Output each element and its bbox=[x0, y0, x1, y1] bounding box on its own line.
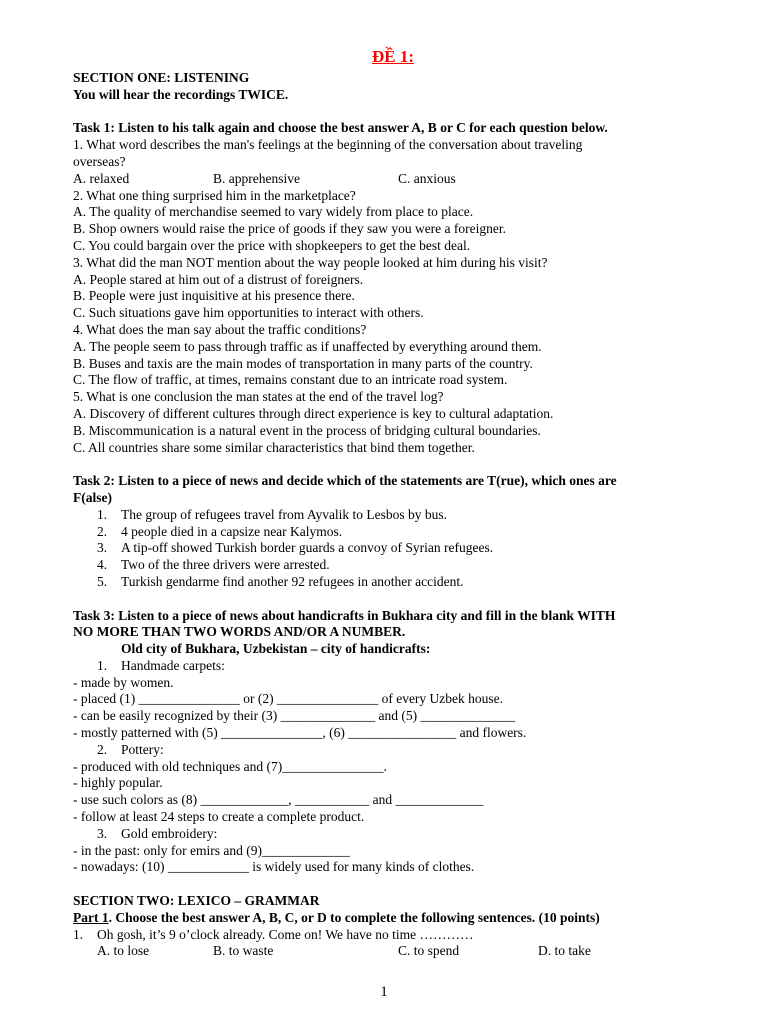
fill-line: - mostly patterned with (5) _______________, (6) ________________ and flowers. bbox=[73, 725, 527, 741]
task2-heading-line2: F(alse) bbox=[73, 489, 112, 505]
task1-q4-c: C. The flow of traffic, at times, remains constant due to an intricate road system. bbox=[73, 372, 508, 388]
task1-q3: 3. What did the man NOT mention about the way people looked at him during his visit? bbox=[73, 254, 548, 270]
part1-q1: 1. Oh gosh, it’s 9 o’clock already. Come on! We have no time ………… bbox=[73, 926, 474, 942]
task1-q2-a: A. The quality of merchandise seemed to vary widely from place to place. bbox=[73, 204, 474, 220]
part1-q1-options bbox=[73, 943, 713, 960]
section-two-heading: SECTION TWO: LEXICO – GRAMMAR bbox=[73, 893, 320, 909]
task1-heading: Task 1: Listen to his talk again and choose the best answer A, B or C for each question below. bbox=[73, 120, 608, 136]
option-a: A. relaxed bbox=[73, 170, 130, 186]
task1-q3-b: B. People were just inquisitive at his presence there. bbox=[73, 288, 355, 304]
page-number: 1 bbox=[380, 984, 388, 1000]
task3-heading-line2: NO MORE THAN TWO WORDS AND/OR A NUMBER. bbox=[73, 624, 406, 640]
task1-q4-b: B. Buses and taxis are the main modes of transportation in many parts of the country. bbox=[73, 355, 533, 371]
fill-line: - produced with old techniques and (7)_______________. bbox=[73, 758, 387, 774]
task1-q5: 5. What is one conclusion the man states at the end of the travel log? bbox=[73, 389, 444, 405]
document-page bbox=[73, 44, 713, 960]
task1-q4-a: A. The people seem to pass through traffic as if unaffected by everything around them. bbox=[73, 338, 542, 354]
task1-q3-a: A. People stared at him out of a distrust of foreigners. bbox=[73, 271, 364, 287]
list-item: 4. Two of the three drivers were arrested. bbox=[97, 557, 330, 573]
fill-line: - can be easily recognized by their (3) ______________ and (5) ______________ bbox=[73, 708, 516, 724]
part1-label: Part 1 bbox=[73, 909, 109, 925]
task1-q1-options bbox=[73, 171, 713, 188]
section-one-heading: SECTION ONE: LISTENING bbox=[73, 70, 250, 85]
task1-q2: 2. What one thing surprised him in the marketplace? bbox=[73, 187, 356, 203]
fill-line: - highly popular. bbox=[73, 775, 163, 791]
task1-q5-a: A. Discovery of different cultures through direct experience is key to cultural adaptation. bbox=[73, 405, 554, 421]
option-b: B. apprehensive bbox=[213, 170, 300, 186]
task1-q3-c: C. Such situations gave him opportunities to interact with others. bbox=[73, 305, 424, 321]
task1-q1-line1: 1. What word describes the man's feelings at the beginning of the conversation about traveling bbox=[73, 137, 583, 153]
list-item: 3. A tip-off showed Turkish border guards a convoy of Syrian refugees. bbox=[97, 540, 494, 556]
option-a: A. to lose bbox=[97, 943, 150, 959]
option-c: C. to spend bbox=[398, 943, 460, 959]
part1-instructions: . Choose the best answer A, B, C, or D to complete the following sentences. (10 points) bbox=[108, 909, 600, 925]
part1-heading bbox=[73, 910, 713, 927]
task1-q2-b: B. Shop owners would raise the price of goods if they saw you were a foreigner. bbox=[73, 221, 507, 237]
section-one-note: You will hear the recordings TWICE. bbox=[73, 86, 289, 102]
fill-line: - made by women. bbox=[73, 674, 174, 690]
list-item: 1. Handmade carpets: bbox=[97, 657, 225, 673]
fill-line: - in the past: only for emirs and (9)_____________ bbox=[73, 842, 350, 858]
fill-line: - nowadays: (10) ____________ is widely used for many kinds of clothes. bbox=[73, 859, 475, 875]
task1-q5-c: C. All countries share some similar characteristics that bind them together. bbox=[73, 439, 475, 455]
task1-q4: 4. What does the man say about the traffic conditions? bbox=[73, 321, 367, 337]
fill-line: - follow at least 24 steps to create a complete product. bbox=[73, 809, 365, 825]
list-item: 1. The group of refugees travel from Ayvalik to Lesbos by bus. bbox=[97, 506, 448, 522]
option-d: D. to take bbox=[538, 943, 591, 959]
option-b: B. to waste bbox=[213, 943, 274, 959]
task1-q5-b: B. Miscommunication is a natural event in the process of bridging cultural boundaries. bbox=[73, 422, 541, 438]
task1-q2-c: C. You could bargain over the price with shopkeepers to get the best deal. bbox=[73, 237, 471, 253]
task1-q1-line2: overseas? bbox=[73, 153, 126, 169]
task2-heading-line1: Task 2: Listen to a piece of news and decide which of the statements are T(rue), which ones are bbox=[73, 473, 617, 489]
task3-subtitle: Old city of Bukhara, Uzbekistan – city of handicrafts: bbox=[121, 641, 431, 657]
fill-line: - placed (1) _______________ or (2) _______________ of every Uzbek house. bbox=[73, 691, 504, 707]
list-item: 2. 4 people died in a capsize near Kalymos. bbox=[97, 523, 343, 539]
option-c: C. anxious bbox=[398, 170, 456, 186]
list-item: 3. Gold embroidery: bbox=[97, 825, 218, 841]
exam-title: ĐỀ 1: bbox=[371, 47, 415, 66]
list-item: 5. Turkish gendarme find another 92 refugees in another accident. bbox=[97, 573, 464, 589]
task3-heading-line1: Task 3: Listen to a piece of news about handicrafts in Bukhara city and fill in the blank WITH bbox=[73, 607, 616, 623]
fill-line: - use such colors as (8) _____________, ___________ and _____________ bbox=[73, 792, 484, 808]
list-item: 2. Pottery: bbox=[97, 741, 164, 757]
